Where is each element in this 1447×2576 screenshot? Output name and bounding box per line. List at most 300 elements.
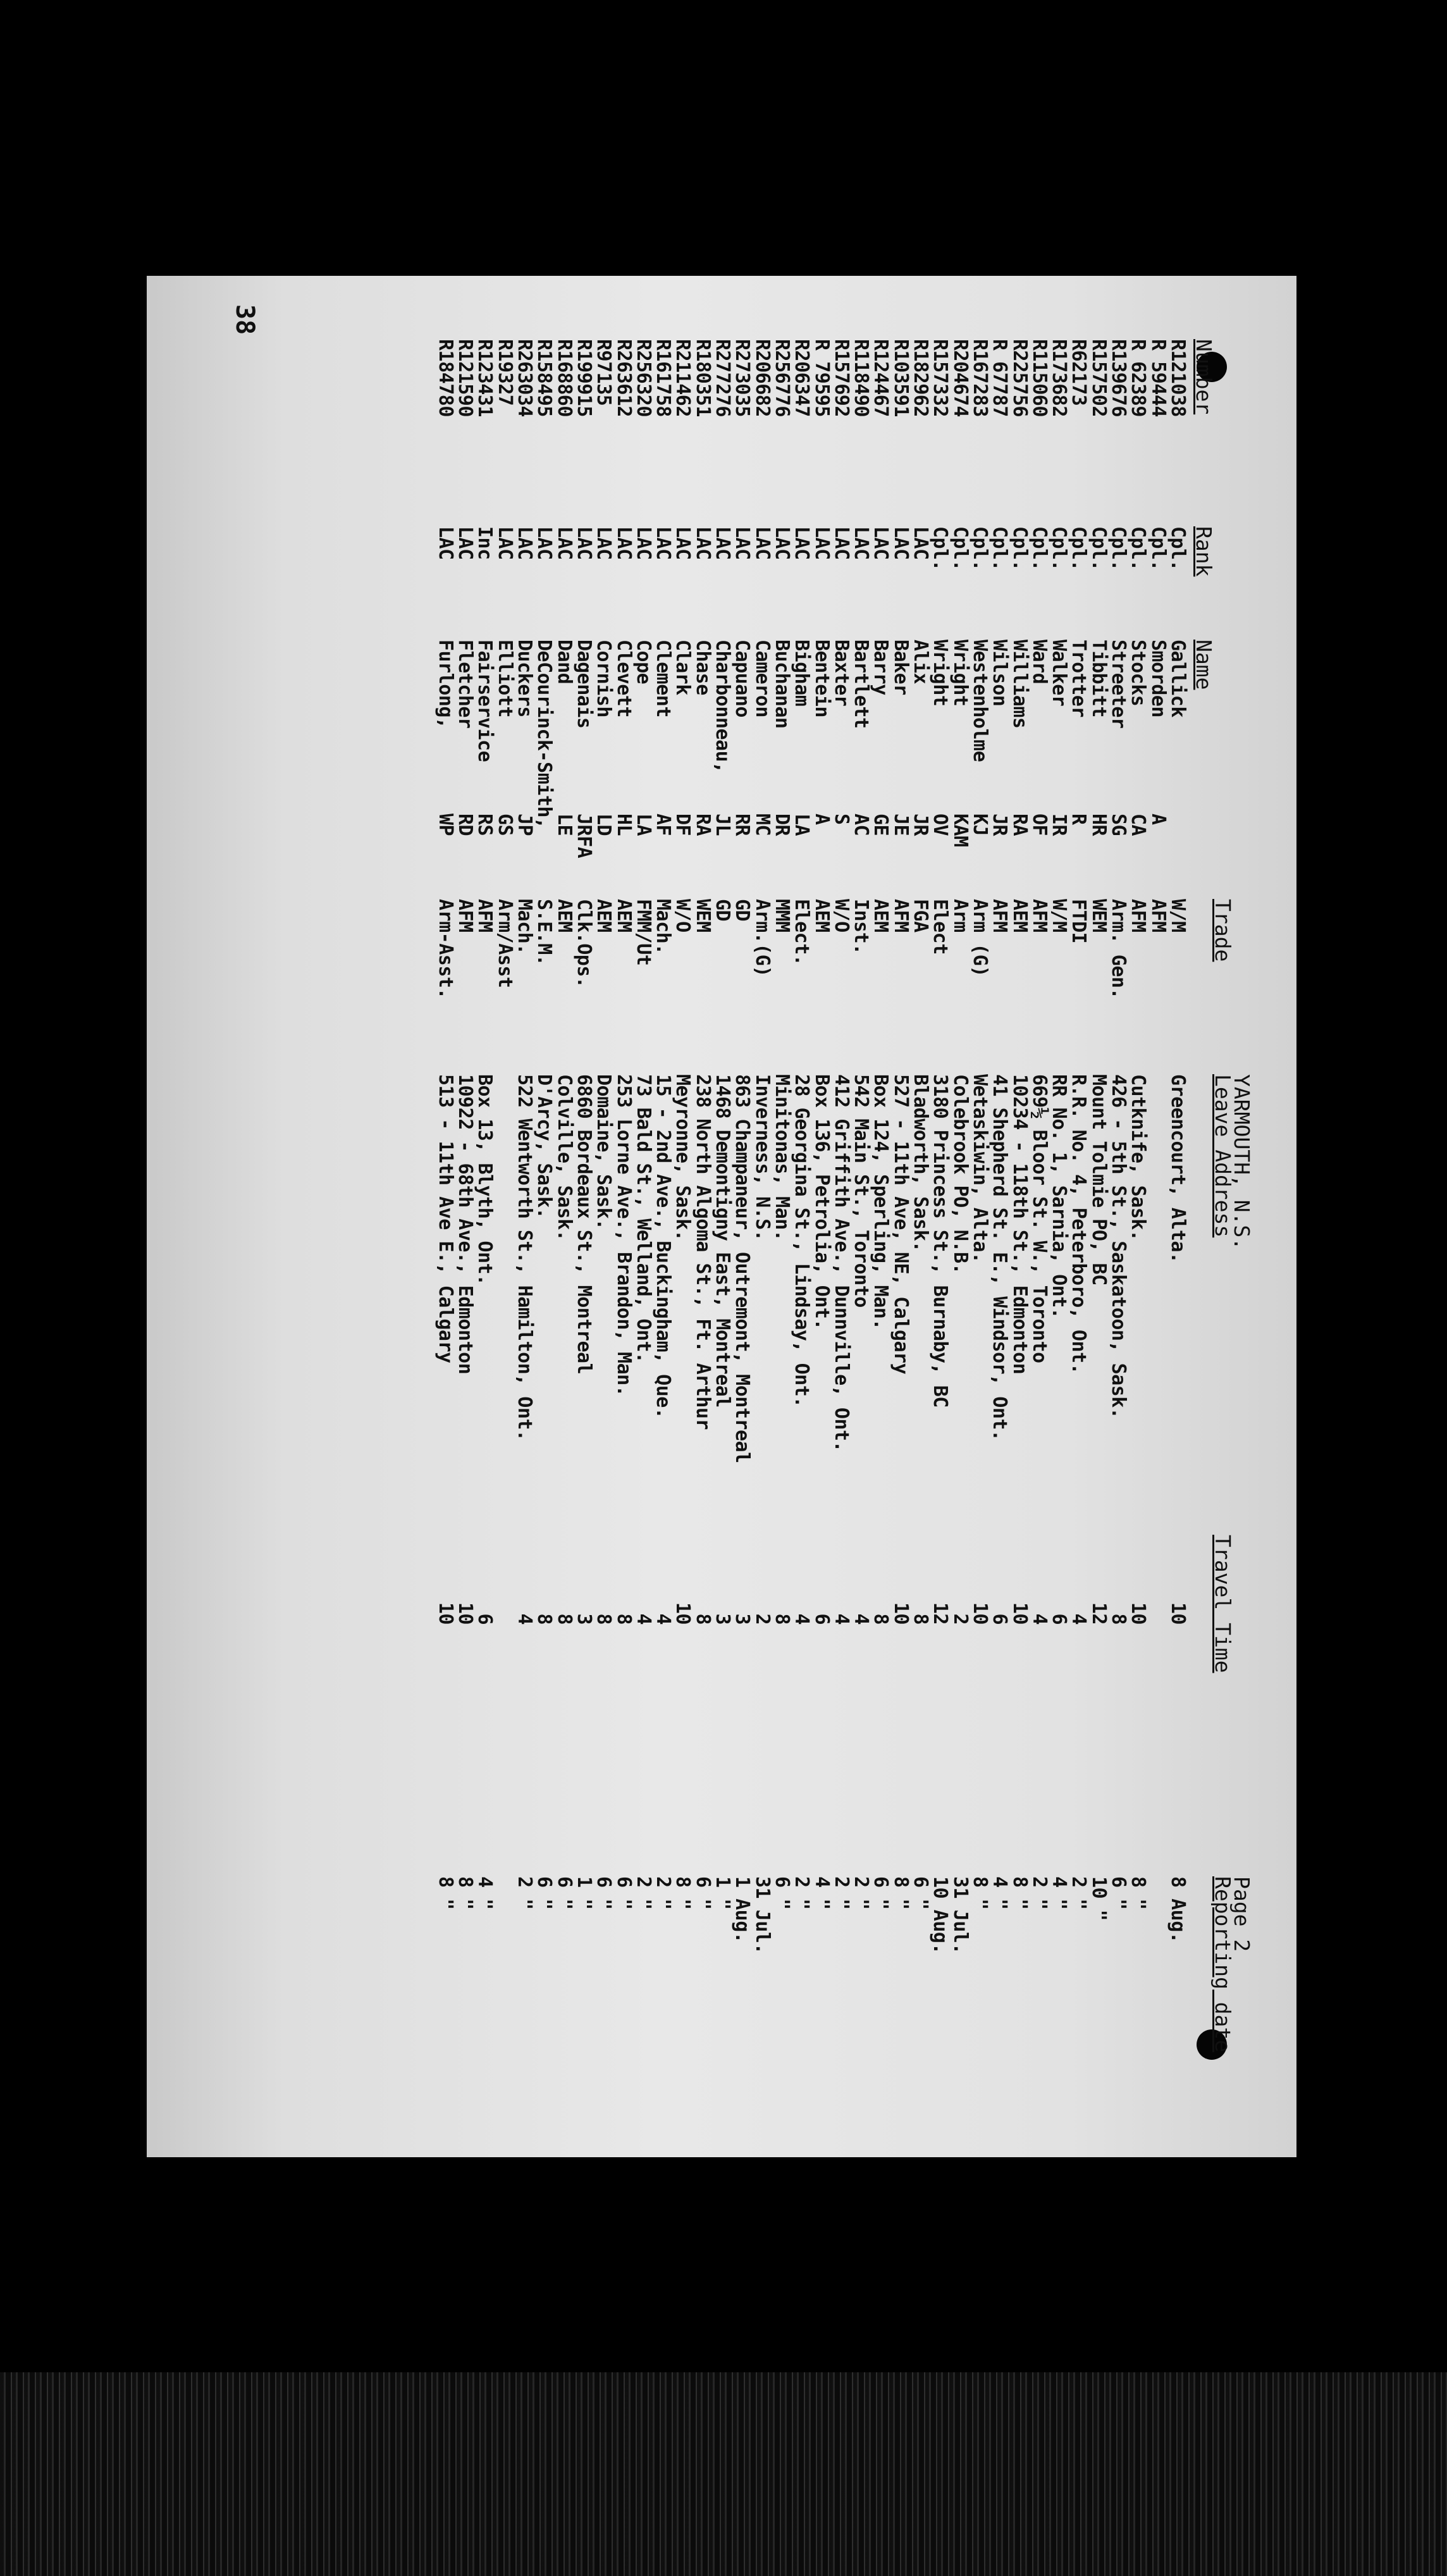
cell-date: 8 " (672, 1876, 694, 1910)
page-number: Page 2 (1229, 1876, 1254, 1952)
cell-travel: 10 (434, 1602, 457, 1625)
cell-address: 522 Wentworth St., Hamilton, Ont. (514, 1074, 536, 1441)
cell-trade: Arm/Asst (493, 899, 516, 988)
cell-rank: Cpl. (969, 526, 991, 571)
cell-trade: AEM (870, 899, 892, 932)
table-row (812, 276, 832, 2157)
cell-init: GE (870, 814, 892, 836)
cell-address: RR No. 1, Sarnia, Ont. (1048, 1074, 1071, 1319)
cell-name: Buchanan (771, 640, 793, 729)
cell-travel: 2 (751, 1613, 773, 1625)
cell-number: R139676 (1107, 339, 1130, 417)
table-row (534, 276, 554, 2157)
cell-travel: 8 (1107, 1613, 1130, 1625)
cell-date: 6 " (909, 1876, 932, 1910)
table-row (951, 276, 970, 2157)
table-row (990, 276, 1009, 2157)
cell-rank: LAC (751, 526, 773, 560)
cell-travel: 4 (632, 1613, 655, 1625)
cell-travel: 4 (791, 1613, 813, 1625)
cell-init: JL (711, 814, 734, 836)
cell-name: Baxter (830, 640, 853, 707)
location-heading: YARMOUTH, N.S. (1229, 1074, 1254, 1251)
cell-number: R 79595 (810, 339, 833, 417)
table-row (851, 276, 871, 2157)
cell-trade: W/M (1048, 899, 1071, 932)
cell-travel: 6 (810, 1613, 833, 1625)
cell-rank: Cpl. (1167, 526, 1189, 571)
cell-number: R206682 (751, 339, 773, 417)
cell-init: DF (672, 814, 694, 836)
cell-number: R157502 (1087, 339, 1110, 417)
cell-rank: LAC (791, 526, 813, 560)
table-row (693, 276, 713, 2157)
cell-init: AC (850, 814, 873, 836)
cell-init: OV (929, 814, 952, 836)
cell-trade: Arm-Asst. (434, 899, 457, 1000)
film-edge (0, 2372, 1447, 2576)
cell-trade: W/O (830, 899, 853, 932)
cell-number: R123431 (474, 339, 496, 417)
cell-date: 6 " (593, 1876, 615, 1910)
col-leave-address: Leave Address (1210, 1074, 1235, 1238)
cell-rank: LAC (652, 526, 675, 560)
cell-trade: Mach. (514, 899, 536, 955)
cell-address: Mount Tolmie PO, BC (1087, 1074, 1110, 1285)
cell-date: 8 " (434, 1876, 457, 1910)
cell-name: Cope (632, 640, 655, 684)
cell-date: 6 " (691, 1876, 714, 1910)
cell-travel: 4 (850, 1613, 873, 1625)
cell-name: Cornish (593, 640, 615, 717)
cell-trade: AFM (889, 899, 912, 932)
cell-init: KAM (949, 814, 971, 847)
cell-init: KJ (969, 814, 991, 836)
cell-number: R184780 (434, 339, 457, 417)
cell-address: Bladworth, Sask. (909, 1074, 932, 1252)
cell-name: Charbonneau, (711, 640, 734, 773)
cell-travel: 8 (691, 1613, 714, 1625)
cell-travel: 4 (830, 1613, 853, 1625)
cell-name: Wright (949, 640, 971, 707)
cell-rank: Cpl. (1087, 526, 1110, 571)
table-row (1010, 276, 1030, 2157)
cell-address: 73 Bald St., Welland, Ont. (632, 1074, 655, 1363)
cell-rank: Cpl. (1127, 526, 1150, 571)
cell-travel: 10 (889, 1602, 912, 1625)
cell-address: Meyronne, Sask. (672, 1074, 694, 1241)
table-row (1089, 276, 1109, 2157)
cell-name: Wilson (988, 640, 1011, 707)
cell-name: Bentein (810, 640, 833, 717)
cell-rank: Cpl. (1028, 526, 1050, 571)
cell-date: 6 " (612, 1876, 635, 1910)
cell-init: R (1068, 814, 1090, 825)
cell-travel: 8 (553, 1613, 576, 1625)
cell-address: 10922 - 68th Ave., Edmonton (454, 1074, 477, 1375)
cell-init: JP (514, 814, 536, 836)
cell-init: AF (652, 814, 675, 836)
cell-number: R206347 (791, 339, 813, 417)
cell-date: 8 Aug. (1167, 1876, 1189, 1943)
table-row (634, 276, 653, 2157)
cell-number: R263612 (612, 339, 635, 417)
cell-number: R161758 (652, 339, 675, 417)
document-sheet (147, 276, 1296, 2157)
cell-name: Clevett (612, 640, 635, 717)
cell-travel: 3 (711, 1613, 734, 1625)
cell-init: CA (1127, 814, 1150, 836)
cell-travel: 8 (612, 1613, 635, 1625)
cell-init: GS (493, 814, 516, 836)
cell-rank: LAC (434, 526, 457, 560)
cell-number: R 59444 (1147, 339, 1169, 417)
cell-travel: 4 (652, 1613, 675, 1625)
cell-init: JE (889, 814, 912, 836)
cell-travel: 10 (1127, 1602, 1150, 1625)
cell-trade: W/O (672, 899, 694, 932)
col-number: Number (1191, 339, 1216, 415)
table-row (515, 276, 534, 2157)
cell-address: 412 Griffith Ave., Dunnville, Ont. (830, 1074, 853, 1452)
cell-date: 2 " (791, 1876, 813, 1910)
cell-trade: Mach. (652, 899, 675, 955)
cell-number: R158495 (533, 339, 556, 417)
cell-trade: Arm.(G) (751, 899, 773, 977)
cell-address: Minitonas, Man. (771, 1074, 793, 1241)
cell-number: R97135 (593, 339, 615, 406)
table-row (753, 276, 772, 2157)
cell-number: R263034 (514, 339, 536, 417)
cell-date: 4 " (1048, 1876, 1071, 1910)
table-row (614, 276, 634, 2157)
cell-trade: AEM (1008, 899, 1031, 932)
cell-init: RA (691, 814, 714, 836)
cell-trade: Inst. (850, 899, 873, 955)
cell-travel: 8 (870, 1613, 892, 1625)
table-row (1168, 276, 1188, 2157)
cell-address: 527 - 11th Ave, NE, Calgary (889, 1074, 912, 1375)
cell-rank: LAC (850, 526, 873, 560)
cell-travel: 3 (731, 1613, 754, 1625)
cell-init: RD (454, 814, 477, 836)
cell-date: 2 " (1028, 1876, 1050, 1910)
cell-travel: 6 (988, 1613, 1011, 1625)
cell-number: R157332 (929, 339, 952, 417)
table-row (772, 276, 792, 2157)
table-row (436, 276, 455, 2157)
cell-address: 426 - 5th St., Saskatoon, Sask. (1107, 1074, 1130, 1419)
cell-init: LD (593, 814, 615, 836)
table-row (1069, 276, 1089, 2157)
cell-init: LA (632, 814, 655, 836)
table-row (495, 276, 515, 2157)
cell-init: HL (612, 814, 635, 836)
cell-rank: LAC (889, 526, 912, 560)
cell-address: 6860 Bordeaux St., Montreal (573, 1074, 595, 1375)
cell-rank: LAC (593, 526, 615, 560)
cell-number: R204674 (949, 339, 971, 417)
cell-init: IR (1048, 814, 1071, 836)
table-row (594, 276, 613, 2157)
cell-trade: AFM (474, 899, 496, 932)
cell-rank: Cpl. (929, 526, 952, 571)
cell-rank: Inc (474, 526, 496, 560)
cell-number: R256320 (632, 339, 655, 417)
cell-address: 238 North Algoma St., Ft. Arthur (691, 1074, 714, 1430)
cell-name: Barry (870, 640, 892, 695)
cell-address: Wetaskiwin, Alta. (969, 1074, 991, 1263)
cell-rank: Cpl. (1048, 526, 1071, 571)
cell-address: 863 Champaneur, Outremont, Montreal (731, 1074, 754, 1463)
cell-name: Smorden (1147, 640, 1169, 717)
cell-date: 2 " (1068, 1876, 1090, 1910)
cell-init: JRFA (573, 814, 595, 858)
cell-date: 2 " (652, 1876, 675, 1910)
cell-init: S (830, 814, 853, 825)
cell-name: Wright (929, 640, 952, 707)
cell-date: 8 " (454, 1876, 477, 1910)
cell-trade: MMM (771, 899, 793, 932)
cell-address: 41 Shepherd St. E., Windsor, Ont. (988, 1074, 1011, 1441)
cell-travel: 2 (949, 1613, 971, 1625)
cell-number: R211462 (672, 339, 694, 417)
cell-address: Domaine, Sask. (593, 1074, 615, 1230)
cell-rank: LAC (612, 526, 635, 560)
cell-init: RR (731, 814, 754, 836)
cell-address: 513 - 11th Ave E., Calgary (434, 1074, 457, 1363)
cell-name: Alix (909, 640, 932, 684)
col-trade: Trade (1210, 899, 1235, 962)
cell-name: Capuano (731, 640, 754, 717)
table-row (455, 276, 475, 2157)
table-row (574, 276, 594, 2157)
cell-rank: LAC (731, 526, 754, 560)
cell-rank: LAC (632, 526, 655, 560)
cell-init: JR (988, 814, 1011, 836)
margin-note: 38 (230, 304, 259, 335)
cell-address: Inverness, N.S. (751, 1074, 773, 1241)
cell-date: 6 " (771, 1876, 793, 1910)
cell-rank: LAC (493, 526, 516, 560)
cell-date: 2 " (514, 1876, 536, 1910)
table-row (1030, 276, 1049, 2157)
cell-number: R118490 (850, 339, 873, 417)
cell-date: 1 Aug. (731, 1876, 754, 1943)
cell-date: 31 Jul. (751, 1876, 773, 1954)
cell-number: R62173 (1068, 339, 1090, 406)
cell-name: Streeter (1107, 640, 1130, 729)
cell-date: 31 Jul. (949, 1876, 971, 1954)
cell-address: 669½ Bloor St. W., Toronto (1028, 1074, 1050, 1363)
cell-trade: FGA (909, 899, 932, 932)
cell-number: R256776 (771, 339, 793, 417)
cell-rank: LAC (830, 526, 853, 560)
cell-trade: AEM (810, 899, 833, 932)
cell-address: D'Arcy, Sask. (533, 1074, 556, 1219)
cell-init: A (1147, 814, 1169, 825)
cell-rank: Cpl. (1008, 526, 1031, 571)
cell-rank: Cpl. (1068, 526, 1090, 571)
cell-trade: Arm (G) (969, 899, 991, 977)
cell-address: 15 - 2nd Ave., Buckingham, Que. (652, 1074, 675, 1419)
cell-number: R115060 (1028, 339, 1050, 417)
cell-trade: Elect. (791, 899, 813, 966)
cell-trade: AFM (1028, 899, 1050, 932)
cell-date: 6 " (553, 1876, 576, 1910)
cell-name: Cameron (751, 640, 773, 717)
cell-travel: 10 (672, 1602, 694, 1625)
cell-name: Tibbitt (1087, 640, 1110, 717)
cell-date: 10 " (1087, 1876, 1110, 1921)
col-rank: Rank (1191, 526, 1216, 577)
table-row (792, 276, 811, 2157)
cell-rank: Cpl. (988, 526, 1011, 571)
cell-date: 1 " (711, 1876, 734, 1910)
cell-travel: 8 (533, 1613, 556, 1625)
cell-number: R124467 (870, 339, 892, 417)
cell-date: 4 " (474, 1876, 496, 1910)
cell-number: R273035 (731, 339, 754, 417)
cell-trade: GD (731, 899, 754, 922)
col-name: Name (1191, 640, 1216, 690)
cell-trade: AFM (988, 899, 1011, 932)
col-reporting-date: Reporting date (1210, 1876, 1235, 2053)
cell-number: R121038 (1167, 339, 1189, 417)
cell-rank: LAC (514, 526, 536, 560)
cell-trade: AEM (553, 899, 576, 932)
table-row (1128, 276, 1148, 2157)
cell-trade: Clk.Ops. (573, 899, 595, 988)
cell-address: R.R. No. 4, Peterboro, Ont. (1068, 1074, 1090, 1375)
table-row (930, 276, 950, 2157)
cell-init: DR (771, 814, 793, 836)
cell-trade: AEM (612, 899, 635, 932)
cell-number: R 67787 (988, 339, 1011, 417)
table-row (476, 276, 495, 2157)
cell-trade: FMM/Ut (632, 899, 655, 966)
cell-address: 542 Main St., Toronto (850, 1074, 873, 1308)
cell-address: 10234 - 118th St., Edmonton (1008, 1074, 1031, 1375)
cell-rank: Cpl. (1107, 526, 1130, 571)
cell-trade: S.E.M. (533, 899, 556, 966)
cell-number: R 62389 (1127, 339, 1150, 417)
cell-date: 1 " (573, 1876, 595, 1910)
cell-trade: AEM (593, 899, 615, 932)
cell-number: R225756 (1008, 339, 1031, 417)
cell-date: 8 " (1127, 1876, 1150, 1910)
cell-number: R277276 (711, 339, 734, 417)
cell-name: Chase (691, 640, 714, 695)
cell-travel: 3 (573, 1613, 595, 1625)
cell-name: Furlong, (434, 640, 457, 729)
cell-number: R157692 (830, 339, 853, 417)
cell-name: Dand (553, 640, 576, 684)
cell-date: 8 " (889, 1876, 912, 1910)
cell-number: R19327 (493, 339, 516, 406)
cell-init: RA (1008, 814, 1031, 836)
cell-rank: LAC (672, 526, 694, 560)
table-row (1049, 276, 1069, 2157)
cell-name: Dagenais (573, 640, 595, 729)
cell-number: R121590 (454, 339, 477, 417)
cell-name: Gallick (1167, 640, 1189, 717)
cell-init: SG (1107, 814, 1130, 836)
cell-travel: 4 (1068, 1613, 1090, 1625)
cell-date: 2 " (830, 1876, 853, 1910)
cell-date: 2 " (632, 1876, 655, 1910)
cell-init: HR (1087, 814, 1110, 836)
cell-rank: LAC (810, 526, 833, 560)
cell-trade: AFM (454, 899, 477, 932)
cell-init: LE (553, 814, 576, 836)
cell-name: Fletcher (454, 640, 477, 729)
cell-name: Bigham (791, 640, 813, 707)
table-row (653, 276, 673, 2157)
cell-trade: W/M (1167, 899, 1189, 932)
cell-date: 4 " (810, 1876, 833, 1910)
cell-address: Colville, Sask. (553, 1074, 576, 1241)
cell-name: Duckers (514, 640, 536, 717)
cell-travel: 8 (771, 1613, 793, 1625)
cell-address: Colebrook PO, N.B. (949, 1074, 971, 1275)
cell-date: 6 " (870, 1876, 892, 1910)
cell-address: Greencourt, Alta. (1167, 1074, 1189, 1263)
cell-address: 28 Georgina St., Lindsay, Ont. (791, 1074, 813, 1408)
cell-name: Trotter (1068, 640, 1090, 717)
cell-travel: 10 (1008, 1602, 1031, 1625)
cell-date: 4 " (988, 1876, 1011, 1910)
cell-name: Walker (1048, 640, 1071, 707)
cell-rank: LAC (909, 526, 932, 560)
cell-name: Williams (1008, 640, 1031, 729)
cell-travel: 6 (474, 1613, 496, 1625)
cell-date: 8 " (1008, 1876, 1031, 1910)
cell-name: Clement (652, 640, 675, 717)
cell-rank: LAC (691, 526, 714, 560)
cell-number: R199915 (573, 339, 595, 417)
cell-init: WP (434, 814, 457, 836)
cell-name: Bartlett (850, 640, 873, 729)
cell-name: Westenholme (969, 640, 991, 762)
cell-travel: 8 (909, 1613, 932, 1625)
cell-init: JR (909, 814, 932, 836)
cell-travel: 6 (1048, 1613, 1071, 1625)
cell-rank: Cpl. (1147, 526, 1169, 571)
cell-address: 3180 Princess St., Burnaby, BC (929, 1074, 952, 1408)
cell-trade: FTDI (1068, 899, 1090, 944)
cell-trade: AFM (1147, 899, 1169, 932)
cell-address: Box 13, Blyth, Ont. (474, 1074, 496, 1285)
table-row (1109, 276, 1128, 2157)
col-travel-time: Travel Time (1210, 1535, 1235, 1673)
cell-trade: Arm. Gen. (1107, 899, 1130, 1000)
cell-name: DeCourinck-Smith, (533, 640, 556, 829)
rotated-page (147, 276, 1296, 2157)
cell-number: R180351 (691, 339, 714, 417)
cell-trade: WEM (1087, 899, 1110, 932)
cell-date: 8 " (969, 1876, 991, 1910)
cell-number: R103591 (889, 339, 912, 417)
cell-trade: Arm (949, 899, 971, 932)
table-row (832, 276, 851, 2157)
cell-travel: 4 (1028, 1613, 1050, 1625)
cell-number: R182962 (909, 339, 932, 417)
cell-rank: LAC (711, 526, 734, 560)
cell-trade: Elect (929, 899, 952, 955)
cell-rank: LAC (870, 526, 892, 560)
cell-number: R167283 (969, 339, 991, 417)
